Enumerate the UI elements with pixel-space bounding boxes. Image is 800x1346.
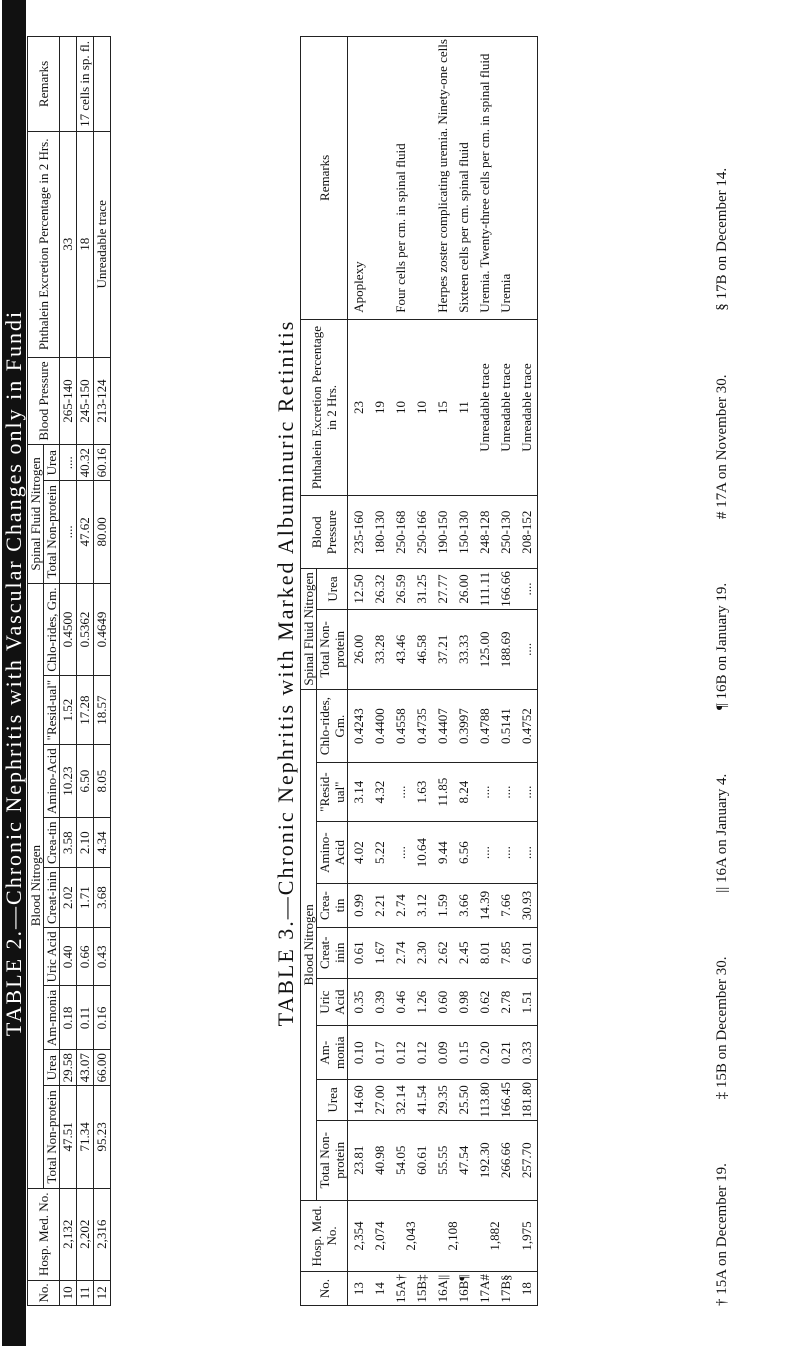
cell-sf-total: .... (519, 642, 534, 656)
t3-head-no: No. (301, 1272, 348, 1306)
cell-no: 12 (94, 1280, 111, 1305)
cell-tnp: 95.23 (94, 1086, 111, 1189)
cell-residual: 18.57 (94, 676, 111, 744)
cell-creatin: 3.12 (414, 894, 429, 917)
cell-remarks: Uremia. Twenty-three cells per cm. in spinal fluid (477, 53, 492, 313)
cell-ammonia: 0.15 (456, 1041, 471, 1065)
cell-bp: 265-140 (60, 357, 77, 445)
cell-tnp: 192.30 (477, 1142, 492, 1179)
col-phth (348, 319, 538, 496)
cell-uric: 0.60 (435, 990, 450, 1014)
cell-tnp: 47.54 (456, 1145, 471, 1175)
cell-phth: 18 (77, 131, 94, 357)
t3-head-spinal-fluid: Spinal Fluid Nitrogen (301, 569, 317, 690)
footnote: || 16A on January 4. (714, 773, 730, 893)
cell-bp: 245-150 (77, 357, 94, 445)
cell-ammonia: 0.18 (60, 986, 77, 1050)
t3-head-bp: Blood Pressure (301, 496, 348, 569)
cell-urea: 14.60 (351, 1085, 366, 1115)
cell-ammonia: 0.11 (77, 986, 94, 1050)
table2 (27, 36, 111, 1306)
cell-tnp: 40.98 (372, 1145, 387, 1175)
cell-phth: 23 (351, 401, 366, 415)
cell-remarks (94, 37, 111, 132)
t3-head-creatin: Crea-tin (317, 884, 348, 927)
cell-creatinin: 7.85 (498, 941, 513, 965)
t2-head-amino: Amino-Acid (44, 744, 60, 818)
cell-amino: .... (498, 846, 513, 860)
cell-no: 18 (519, 1282, 534, 1296)
cell-ammonia: 0.12 (393, 1041, 408, 1065)
cell-bp: 250-166 (414, 510, 429, 554)
footnote: ‡ 15B on December 30. (714, 956, 730, 1100)
cell-amino: .... (477, 846, 492, 860)
cell-amino: .... (393, 846, 408, 860)
cell-no: 11 (77, 1280, 94, 1305)
cell-bp: 208-152 (519, 510, 534, 554)
cell-creatinin: 1.71 (77, 868, 94, 928)
cell-no: 13 (351, 1282, 366, 1296)
cell-urea: 66.00 (94, 1050, 111, 1086)
col-sf-urea (348, 569, 538, 610)
t2-head-blood-nitrogen: Blood Nitrogen (28, 583, 44, 1188)
cell-sf-urea: 26.59 (393, 574, 408, 604)
cell-sf-urea: 40.32 (77, 445, 94, 481)
cell-uric: 0.35 (351, 990, 366, 1014)
cell-phth: 10 (414, 401, 429, 415)
cell-remarks: Sixteen cells per cm. spinal fluid (456, 142, 471, 313)
cell-tnp: 54.05 (393, 1145, 408, 1175)
t2-head-spinal-fluid: Spinal Fluid Nitrogen (28, 445, 44, 583)
cell-creatinin: 0.61 (351, 941, 366, 965)
cell-ammonia: 0.20 (477, 1041, 492, 1065)
cell-no: 16B¶ (456, 1274, 471, 1303)
cell-creatinin: 1.67 (372, 941, 387, 965)
cell-sf-urea: 31.25 (414, 574, 429, 604)
t3-head-residual: "Resid-ual" (317, 763, 348, 822)
cell-residual: 8.24 (456, 780, 471, 804)
cell-uric: 0.39 (372, 990, 387, 1014)
cell-amino: 10.64 (414, 838, 429, 868)
col-creatin (348, 884, 538, 927)
col-ammonia (348, 1026, 538, 1080)
cell-sf-total: 47.62 (77, 481, 94, 584)
cell-sf-urea: 26.32 (372, 574, 387, 604)
t2-head-no: No. (28, 1280, 60, 1305)
cell-creatin: 3.66 (456, 894, 471, 917)
cell-creatin: 2.74 (393, 894, 408, 917)
t3-head-chlorides: Chlo-rides, Gm. (317, 689, 348, 762)
cell-phth: 33 (60, 131, 77, 357)
table-row (94, 37, 111, 1306)
cell-bp: 190-150 (435, 510, 450, 554)
col-chlorides (348, 689, 538, 762)
cell-creatin: 0.99 (351, 894, 366, 917)
t3-head-amino: Amino-Acid (317, 821, 348, 884)
cell-chlorides: 0.4500 (60, 583, 77, 676)
col-tnp (348, 1120, 538, 1200)
cell-ammonia: 0.16 (94, 986, 111, 1050)
cell-bp: 235-160 (351, 510, 366, 554)
table3-title: TABLE 3.—Chronic Nephritis with Marked Albuminuric Retinitis (273, 319, 298, 1027)
cell-ammonia: 0.09 (435, 1041, 450, 1065)
cell-creatin: 14.39 (477, 890, 492, 921)
cell-residual: 1.52 (60, 676, 77, 744)
cell-sf-total: 26.00 (351, 634, 366, 664)
cell-bp: 250-168 (393, 510, 408, 554)
cell-creatinin: 8.01 (477, 941, 492, 965)
cell-chlorides: 0.4243 (351, 708, 366, 744)
cell-tnp: 60.61 (414, 1145, 429, 1175)
cell-creatinin: 2.62 (435, 941, 450, 965)
cell-tnp: 47.51 (60, 1086, 77, 1189)
col-residual (348, 763, 538, 822)
cell-urea: 41.54 (414, 1085, 429, 1115)
t3-head-hosp: Hosp. Med. No. (301, 1200, 348, 1271)
cell-sf-total: 43.46 (393, 634, 408, 664)
cell-creatin: 1.59 (435, 894, 450, 917)
cell-hosp: 2,316 (94, 1188, 111, 1280)
table-row (60, 37, 77, 1306)
cell-amino: 6.50 (77, 744, 94, 818)
table-row (77, 37, 94, 1306)
cell-creatinin: 2.45 (456, 941, 471, 965)
cell-amino: 8.05 (94, 744, 111, 818)
footnote: ¶ 16B on January 19. (714, 582, 730, 711)
cell-tnp: 23.81 (351, 1145, 366, 1175)
cell-uric: 0.66 (77, 928, 94, 986)
cell-ammonia: 0.17 (372, 1041, 387, 1065)
cell-phth: 11 (456, 401, 471, 414)
t2-head-creatinin: Creat-inin (44, 868, 60, 928)
footnotes (712, 108, 732, 1306)
t2-head-uric: Uric Acid (44, 928, 60, 986)
cell-amino: .... (519, 846, 534, 860)
cell-no: 14 (372, 1282, 387, 1296)
cell-residual: 3.14 (351, 780, 366, 804)
cell-residual: 1.63 (414, 780, 429, 804)
cell-ammonia: 0.33 (519, 1041, 534, 1065)
cell-tnp: 266.66 (498, 1142, 513, 1179)
cell-sf-total: 33.28 (372, 634, 387, 664)
cell-urea: 29.58 (60, 1050, 77, 1086)
t3-head-remarks: Remarks (301, 37, 348, 320)
col-no (348, 1272, 538, 1306)
cell-sf-urea: 111.11 (477, 571, 492, 607)
cell-sf-total: 80.00 (94, 481, 111, 584)
cell-creatin: 2.10 (77, 818, 94, 868)
cell-amino: 9.44 (435, 841, 450, 865)
cell-phth: Unreadable trace (94, 131, 111, 357)
cell-bp: 180-130 (372, 510, 387, 554)
cell-creatinin: 3.68 (94, 868, 111, 928)
cell-creatin: 4.34 (94, 818, 111, 868)
cell-chlorides: 0.4752 (519, 708, 534, 744)
cell-no: 15A† (393, 1274, 408, 1303)
cell-creatin: 3.58 (60, 818, 77, 868)
cell-ammonia: 0.12 (414, 1041, 429, 1065)
col-creatinin (348, 927, 538, 978)
cell-sf-total: 33.33 (456, 634, 471, 664)
cell-bp: 250-130 (498, 510, 513, 554)
table3 (300, 36, 538, 1306)
cell-urea: 29.35 (435, 1085, 450, 1115)
cell-sf-total: 188.69 (498, 631, 513, 668)
cell-phth: 15 (435, 401, 450, 415)
cell-hosp: 2,043 (403, 1221, 418, 1251)
t2-head-residual: "Resid-ual" (44, 676, 60, 744)
cell-sf-urea: 60.16 (94, 445, 111, 481)
cell-bp: 248-128 (477, 510, 492, 554)
cell-uric: 0.40 (60, 928, 77, 986)
t3-head-tnp: Total Non-protein (317, 1120, 348, 1200)
cell-sf-urea: 27.77 (435, 574, 450, 604)
cell-tnp: 71.34 (77, 1086, 94, 1189)
t3-head-phth: Phthalein Excretion Percentage in 2 Hrs. (301, 319, 348, 496)
cell-amino: 4.02 (351, 841, 366, 865)
cell-remarks: Apoplexy (351, 261, 366, 313)
cell-tnp: 55.55 (435, 1145, 450, 1175)
cell-no: 17B§ (498, 1274, 513, 1303)
cell-chlorides: 0.4649 (94, 583, 111, 676)
cell-uric: 0.98 (456, 990, 471, 1014)
cell-no: 16A|| (435, 1274, 450, 1303)
cell-urea: 43.07 (77, 1050, 94, 1086)
cell-chlorides: 0.4400 (372, 708, 387, 744)
col-uric (348, 978, 538, 1026)
t3-head-uric: Uric Acid (317, 978, 348, 1026)
cell-remarks: Uremia (498, 273, 513, 313)
t2-head-sf-urea: Urea (44, 445, 60, 481)
footnote: § 17B on December 14. (714, 167, 730, 311)
cell-tnp: 257.70 (519, 1142, 534, 1179)
t2-head-phth: Phthalein Excretion Percentage in 2 Hrs. (28, 131, 60, 357)
t2-head-tnp: Total Non-protein (44, 1086, 60, 1189)
cell-urea: 166.45 (498, 1082, 513, 1118)
cell-creatinin: 6.01 (519, 941, 534, 965)
cell-remarks (369, 39, 390, 317)
cell-sf-urea: 12.50 (351, 574, 366, 604)
cell-residual: 11.85 (435, 777, 450, 807)
col-remarks (348, 37, 538, 320)
cell-creatin: 2.21 (372, 894, 387, 917)
cell-sf-total: .... (60, 481, 77, 584)
cell-sf-urea: .... (519, 582, 534, 596)
cell-uric: 2.78 (498, 990, 513, 1014)
cell-urea: 25.50 (456, 1085, 471, 1115)
t2-head-remarks: Remarks (28, 37, 60, 132)
cell-hosp: 2,202 (77, 1188, 94, 1280)
cell-chlorides: 0.4558 (393, 708, 408, 744)
cell-sf-total: 46.58 (414, 634, 429, 664)
cell-chlorides: 0.5362 (77, 583, 94, 676)
cell-remarks: Herpes zoster complicating uremia. Ninety-one cells (435, 39, 450, 313)
cell-remarks: 17 cells in sp. fl. (77, 37, 94, 132)
t3-head-ammonia: Am-monia (317, 1026, 348, 1080)
cell-creatinin: 2.74 (393, 941, 408, 965)
cell-uric: 0.46 (393, 990, 408, 1014)
cell-uric: 0.62 (477, 990, 492, 1014)
cell-sf-urea: .... (60, 445, 77, 481)
cell-hosp: 1,975 (519, 1221, 534, 1251)
cell-chlorides: 0.4735 (414, 708, 429, 744)
cell-remarks (60, 37, 77, 132)
cell-creatin: 30.93 (519, 890, 534, 921)
cell-phth: Unreadable trace (498, 363, 513, 452)
cell-sf-urea: 26.00 (456, 574, 471, 604)
t2-head-urea: Urea (44, 1050, 60, 1086)
cell-remarks (411, 39, 432, 317)
cell-phth: 10 (393, 401, 408, 415)
cell-phth: Unreadable trace (477, 363, 492, 452)
t3-head-sf-total: Total Non-protein (317, 609, 348, 689)
cell-no: 10 (60, 1280, 77, 1305)
cell-ammonia: 0.21 (498, 1041, 513, 1065)
cell-hosp: 2,132 (60, 1188, 77, 1280)
cell-amino: 10.23 (60, 744, 77, 818)
cell-bp: 213-124 (94, 357, 111, 445)
cell-amino: 5.22 (372, 841, 387, 865)
col-bp (348, 496, 538, 569)
cell-no: 17A# (477, 1274, 492, 1303)
cell-urea: 113.80 (477, 1082, 492, 1118)
cell-sf-total: 37.21 (435, 634, 450, 664)
t2-head-chlorides: Chlo-rides, Gm. (44, 583, 60, 676)
col-hosp (348, 1200, 538, 1271)
col-urea (348, 1080, 538, 1121)
cell-urea: 32.14 (393, 1085, 408, 1115)
cell-hosp: 2,108 (445, 1221, 460, 1251)
cell-residual: .... (498, 785, 513, 799)
cell-residual: 17.28 (77, 676, 94, 744)
cell-sf-urea: 166.66 (498, 571, 513, 607)
cell-chlorides: 0.4407 (435, 708, 450, 744)
t2-head-ammonia: Am-monia (44, 986, 60, 1050)
col-sf-total (348, 609, 538, 689)
cell-uric: 1.51 (519, 990, 534, 1014)
cell-creatinin: 2.02 (60, 868, 77, 928)
footnote: # 17A on November 30. (714, 374, 730, 520)
cell-sf-total: 125.00 (477, 631, 492, 668)
cell-bp: 150-130 (456, 510, 471, 554)
cell-residual: 4.32 (372, 780, 387, 804)
cell-uric: 0.43 (94, 928, 111, 986)
cell-residual: .... (477, 785, 492, 799)
t2-head-hosp: Hosp. Med. No. (28, 1188, 60, 1280)
col-amino (348, 821, 538, 884)
t2-head-bp: Blood Pressure (28, 357, 60, 445)
cell-no: 15B‡ (414, 1274, 429, 1303)
footnote: † 15A on December 19. (714, 1163, 730, 1306)
cell-phth: Unreadable trace (519, 363, 534, 452)
t2-head-creatin: Crea-tin (44, 818, 60, 868)
cell-hosp: 2,074 (372, 1221, 387, 1251)
cell-hosp: 2,354 (351, 1221, 366, 1251)
cell-remarks (516, 39, 537, 317)
cell-creatinin: 2.30 (414, 941, 429, 965)
cell-remarks: Four cells per cm. in spinal fluid (393, 143, 408, 313)
table2-title: TABLE 2.—Chronic Nephritis with Vascular Changes only in Fundi (2, 0, 26, 1346)
cell-phth: 19 (372, 401, 387, 415)
cell-creatin: 7.66 (498, 894, 513, 917)
t2-head-sf-total: Total Non-protein (44, 481, 60, 584)
cell-residual: .... (393, 785, 408, 799)
cell-ammonia: 0.10 (351, 1041, 366, 1065)
cell-uric: 1.26 (414, 990, 429, 1014)
cell-residual: .... (519, 785, 534, 799)
cell-hosp: 1,882 (487, 1221, 502, 1251)
cell-urea: 181.80 (519, 1082, 534, 1118)
t3-head-blood-nitrogen: Blood Nitrogen (301, 689, 317, 1200)
cell-chlorides: 0.4788 (477, 708, 492, 744)
t3-head-urea: Urea (317, 1080, 348, 1121)
cell-chlorides: 0.3997 (456, 708, 471, 744)
cell-amino: 6.56 (456, 841, 471, 865)
cell-chlorides: 0.5141 (498, 708, 513, 744)
t3-head-creatinin: Creat-inin (317, 927, 348, 978)
t3-head-sf-urea: Urea (317, 569, 348, 610)
cell-urea: 27.00 (372, 1085, 387, 1115)
